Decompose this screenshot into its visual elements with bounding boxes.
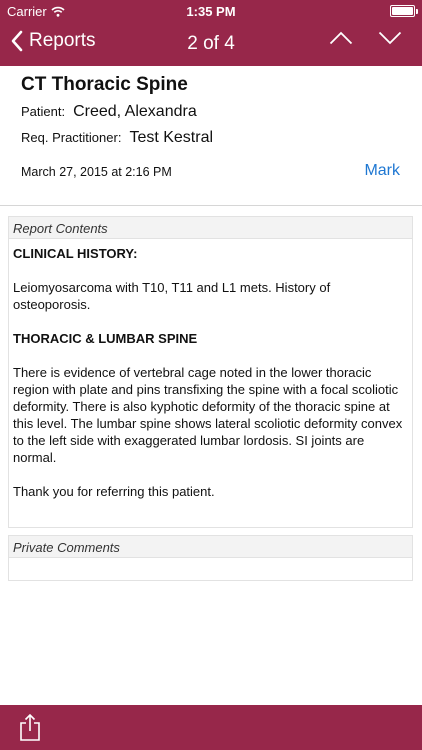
- carrier-label: Carrier: [7, 4, 47, 19]
- patient-label: Patient:: [21, 104, 66, 119]
- previous-report-button[interactable]: [329, 31, 353, 50]
- share-button[interactable]: [19, 713, 41, 747]
- spine-findings-text: There is evidence of vertebral cage noted in the lower thoracic region with plate and pins transfixing the spine with a focal scoliotic deformity. There is also kyphotic deformity of the thoracic spine at this level. The lumbar spine shows lateral scoliotic deformity convex to the left side with exaggerated lumbar lordosis. SI joints are normal.: [13, 365, 403, 465]
- share-icon: [19, 713, 41, 742]
- report-header: [0, 66, 422, 206]
- top-bar: [0, 0, 422, 66]
- status-time: 1:35 PM: [186, 4, 236, 19]
- report-title: CT Thoracic Spine: [21, 74, 188, 95]
- back-label: Reports: [29, 30, 96, 51]
- next-report-button[interactable]: [378, 31, 402, 50]
- chevron-up-icon: [329, 31, 353, 45]
- report-date: March 27, 2015 at 2:16 PM: [21, 165, 172, 179]
- clinical-history-text: Leiomyosarcoma with T10, T11 and L1 mets. History of osteoporosis.: [13, 280, 331, 312]
- practitioner-row: [21, 129, 213, 147]
- practitioner-name: Test Kestral: [129, 129, 214, 146]
- mark-button[interactable]: Mark: [364, 162, 400, 179]
- private-comments-panel[interactable]: [8, 535, 413, 581]
- report-contents-caption: Report Contents: [9, 217, 412, 239]
- patient-name: Creed, Alexandra: [73, 103, 197, 120]
- patient-row: [21, 103, 197, 121]
- chevron-down-icon: [378, 31, 402, 45]
- report-body: [9, 239, 412, 500]
- battery-fill: [392, 7, 413, 15]
- private-comments-caption: Private Comments: [9, 536, 412, 558]
- report-contents-panel: [8, 216, 413, 528]
- battery-icon: [390, 5, 415, 17]
- bottom-toolbar: [0, 705, 422, 750]
- page-position: 2 of 4: [187, 33, 235, 54]
- closing-text: Thank you for referring this patient.: [13, 484, 215, 499]
- practitioner-label: Req. Practitioner:: [21, 130, 122, 145]
- status-bar: [0, 0, 422, 22]
- battery-nub: [416, 9, 418, 14]
- nav-bar: [0, 22, 422, 66]
- spine-heading: THORACIC & LUMBAR SPINE: [13, 331, 198, 346]
- clinical-history-heading: CLINICAL HISTORY:: [13, 246, 138, 261]
